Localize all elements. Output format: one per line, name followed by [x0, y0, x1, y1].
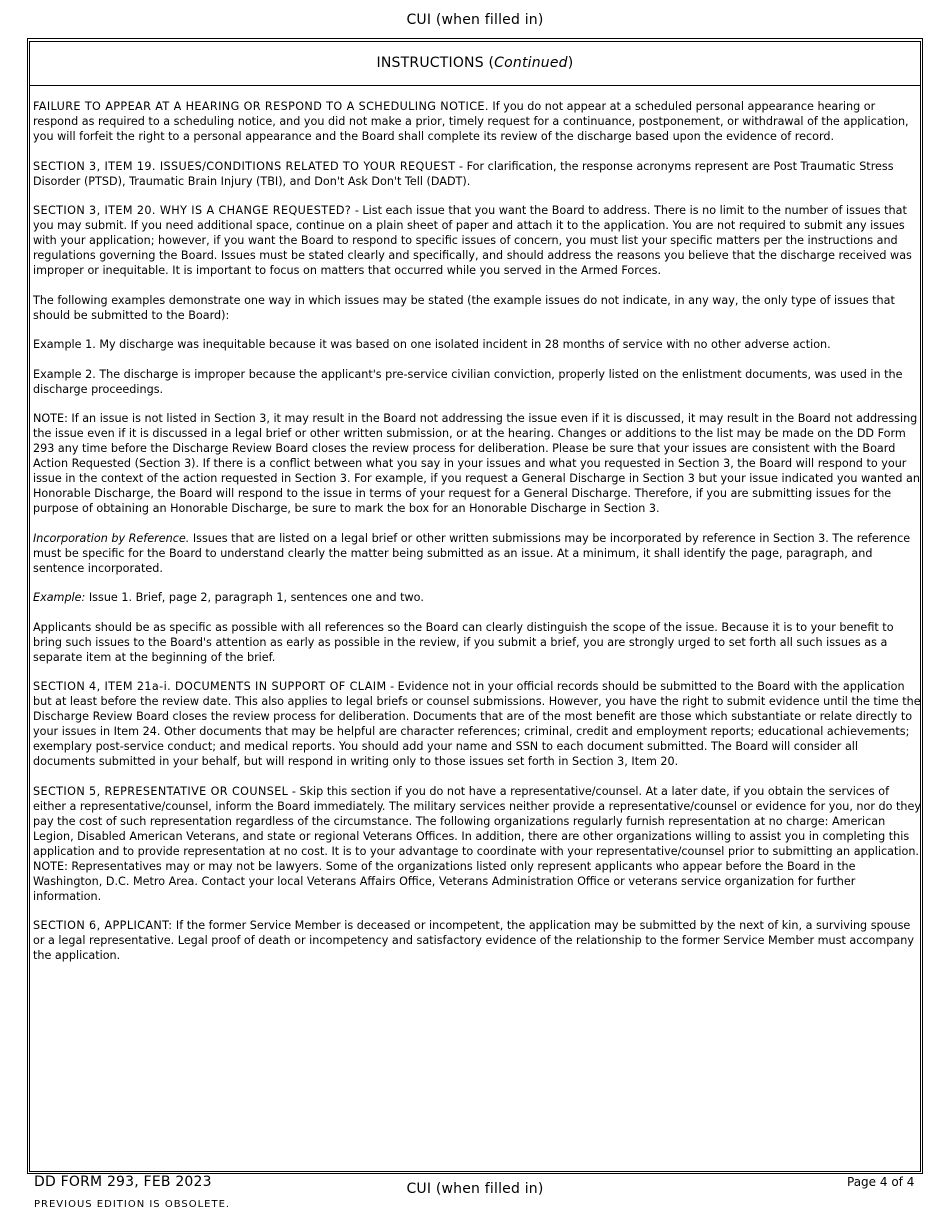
heading-section-4: SECTION 4, ITEM 21a-i. DOCUMENTS IN SUPPORT OF CLAIM — [33, 680, 387, 693]
title-continued: Continued — [494, 55, 568, 71]
text-section-5: - Skip this section if you do not have a representative/counsel. At a later date, if you obtain the services of either a representative/counsel, inform the Board immediately. The military services neither provide a representative/counsel or evidence for you, nor do they pay the cost of such representation regardless of the circumstance. The following organizations regularly furnish representation at no charge: American Legion, Disabled American Veterans, and state or regional Veterans Offices. In addition, there are other organizations willing to assist you in completing this application and to provide representation at no cost. It is to your advantage to coordinate with your representative/counsel prior to submitting an application. NOTE: Representatives may or may not be lawyers. Some of the organizations listed only represent applicants who appear before the Board in the Washington, D.C. Metro Area. Contact your local Veterans Affairs Office, Veterans Administration Office or veterans service organization for further information. — [33, 784, 922, 903]
heading-section-5: SECTION 5, REPRESENTATIVE OR COUNSEL — [33, 784, 289, 798]
text-failure-to-appear: If you do not appear at a scheduled personal appearance hearing or respond as required to a scheduling notice, and you did not make a prior, timely request for a continuance, postponement, or withdrawal of the application, you will forfeit the right to a personal appearance and the Board shall complete its review of the discharge based upon the evidence of record. — [33, 100, 909, 143]
text-section-4: - Evidence not in your official records should be submitted to the Board with the application but at least before the review date. This also applies to legal briefs or counsel submissions. However, you have the right to submit evidence until the time the Discharge Review Board closes the review process for deliberation. Documents that are of the most benefit are those which substantiate or relate directly to your issues in Item 24. Other documents that may be helpful are character references; criminal, credit and employment reports; educational achievements; exemplary post-service conduct; and medical reports. You should add your name and SSN to each document submitted. The Board will consider all documents submitted in your behalf, but will respond in writing only to those issues set forth in Section 3, Item 20. — [33, 680, 921, 768]
paragraph-example-2: Example 2. The discharge is improper because the applicant's pre-service civilian conviction, properly listed on the enlistment documents, was used in the discharge proceedings. — [33, 367, 903, 396]
previous-edition-note: PREVIOUS EDITION IS OBSOLETE. — [34, 1199, 231, 1210]
page-number: Page 4 of 4 — [847, 1175, 915, 1189]
paragraph-section-5 — [33, 784, 921, 904]
heading-item-19: SECTION 3, ITEM 19. ISSUES/CONDITIONS RELATED TO YOUR REQUEST — [33, 159, 456, 173]
title-main: INSTRUCTIONS — [376, 55, 484, 71]
text-example-brief: Issue 1. Brief, page 2, paragraph 1, sentences one and two. — [85, 591, 424, 604]
instructions-title — [29, 41, 921, 86]
cui-header: CUI (when filled in) — [406, 12, 544, 28]
paragraph-section-6 — [33, 918, 921, 963]
title-close-paren: ) — [567, 55, 574, 71]
paragraph-applicants-specific: Applicants should be as specific as possible with all references so the Board can clearly distinguish the scope of the issue. Because it is to your benefit to bring such issues to the Board's attention as early as possible in the review, if you submit a brief, you are strongly urged to set forth all such issues as a separate item at the beginning of the brief. — [33, 620, 894, 664]
heading-incorporation: Incorporation by Reference. — [33, 531, 190, 545]
cui-footer: CUI (when filled in) — [406, 1181, 544, 1197]
paragraph-examples-intro: The following examples demonstrate one way in which issues may be stated (the example issues do not indicate, in any way, the only type of issues that should be submitted to the Board): — [33, 293, 895, 322]
text-incorporation: Issues that are listed on a legal brief or other written submissions may be incorporated by reference in Section 3. The reference must be specific for the Board to understand clearly the matter being submitted as an issue. At a minimum, it shall identify the page, paragraph, and sentence incorporated. — [33, 531, 911, 575]
text-item-19: - For clarification, the response acronyms represent are Post Traumatic Stress Disorder (PTSD), Traumatic Brain Injury (TBI), and Don't Ask Don't Tell (DADT). — [33, 159, 894, 188]
paragraph-item-19 — [33, 159, 921, 189]
paragraph-example-brief — [33, 590, 921, 605]
paragraph-example-1: Example 1. My discharge was inequitable because it was based on one isolated incident in 28 months of service with no other adverse action. — [33, 338, 831, 351]
paragraph-note: NOTE: If an issue is not listed in Section 3, it may result in the Board not addressing the issue even if it is discussed, it may result in the Board not addressing the issue even if it is discussed in a legal brief or other written submission, or at the hearing. Changes or additions to the list may be made on the DD Form 293 any time before the Discharge Review Board closes the review process for deliberation. Please be sure that your issues are consistent with the Board Action Requested (Section 3). If there is a conflict between what you say in your issues and what you requested in Section 3, the Board will respond to your issue in the context of the action requested in Section 3. For example, if you request a General Discharge in Section 3 but your issue indicated you wanted an Honorable Discharge, the Board will respond to the issue in terms of your request for a General Discharge. Therefore, if you are submitting issues for the purpose of obtaining an Honorable Discharge, be sure to mark the box for an Honorable Discharge in Section 3. — [33, 412, 920, 515]
text-section-6: If the former Service Member is deceased or incompetent, the application may be submitted by the next of kin, a surviving spouse or a legal representative. Legal proof of death or incompetency and satisfactory evidence of the relationship to the former Service Member must accompany the application. — [33, 919, 914, 962]
heading-item-20: SECTION 3, ITEM 20. WHY IS A CHANGE REQUESTED? — [33, 204, 352, 217]
heading-section-6: SECTION 6, APPLICANT: — [33, 919, 173, 932]
title-open-paren: ( — [488, 55, 495, 71]
form-identifier: DD FORM 293, FEB 2023 — [34, 1174, 212, 1190]
instructions-body — [33, 99, 921, 978]
paragraph-failure-to-appear — [33, 99, 921, 144]
heading-example: Example: — [33, 591, 86, 604]
paragraph-incorporation — [33, 531, 921, 576]
heading-failure-to-appear: FAILURE TO APPEAR AT A HEARING OR RESPOND TO A SCHEDULING NOTICE. — [33, 100, 489, 113]
paragraph-item-20 — [33, 203, 921, 278]
paragraph-section-4 — [33, 679, 921, 769]
text-item-20: - List each issue that you want the Board to address. There is no limit to the number of issues that you may submit. If you need additional space, continue on a plain sheet of paper and attach it to the application. You are not required to submit any issues with your application; however, if you want the Board to respond to specific issues of concern, you must list your specific matters per the instructions and regulations governing the Board. Issues must be stated clearly and specifically, and should address the reasons you believe that the discharge received was improper or inequitable. It is important to focus on matters that occurred while you served in the Armed Forces. — [33, 204, 912, 277]
